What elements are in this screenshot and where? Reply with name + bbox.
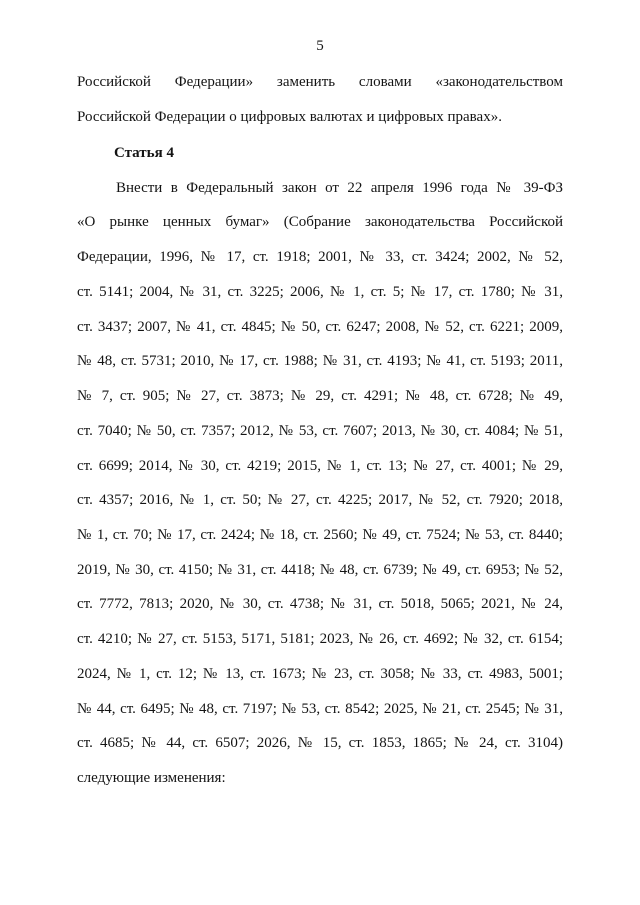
text-line: 2019, № 30, ст. 4150; № 31, ст. 4418; № 48, ст. 6739; № 49, ст. 6953; № 52, [77, 562, 563, 578]
text-line: 2024, № 1, ст. 12; № 13, ст. 1673; № 23, ст. 3058; № 33, ст. 4983, 5001; [77, 666, 563, 682]
text-line: № 7, ст. 905; № 27, ст. 3873; № 29, ст. 4291; № 48, ст. 6728; № 49, [77, 388, 563, 404]
page-number: 5 [316, 38, 324, 54]
text-line: № 44, ст. 6495; № 48, ст. 7197; № 53, ст. 8542; 2025, № 21, ст. 2545; № 31, [77, 701, 563, 717]
text-line: ст. 6699; 2014, № 30, ст. 4219; 2015, № 1, ст. 13; № 27, ст. 4001; № 29, [77, 458, 563, 474]
text-line: Российской Федерации о цифровых валютах и цифровых правах». [77, 109, 502, 125]
article-heading: Статья 4 [114, 145, 174, 161]
text-line: ст. 5141; 2004, № 31, ст. 3225; 2006, № 1, ст. 5; № 17, ст. 1780; № 31, [77, 284, 563, 300]
text-line: ст. 4685; № 44, ст. 6507; 2026, № 15, ст. 1853, 1865; № 24, ст. 3104) [77, 735, 563, 751]
text-line: Федерации, 1996, № 17, ст. 1918; 2001, № 33, ст. 3424; 2002, № 52, [77, 249, 563, 265]
text-line: ст. 4357; 2016, № 1, ст. 50; № 27, ст. 4225; 2017, № 52, ст. 7920; 2018, [77, 492, 563, 508]
text-line: № 48, ст. 5731; 2010, № 17, ст. 1988; № 31, ст. 4193; № 41, ст. 5193; 2011, [77, 353, 563, 369]
text-line: ст. 7040; № 50, ст. 7357; 2012, № 53, ст. 7607; 2013, № 30, ст. 4084; № 51, [77, 423, 563, 439]
text-line: ст. 7772, 7813; 2020, № 30, ст. 4738; № 31, ст. 5018, 5065; 2021, № 24, [77, 596, 563, 612]
text-line: Внести в Федеральный закон от 22 апреля 1996 года № 39-ФЗ [116, 180, 563, 196]
text-line: № 1, ст. 70; № 17, ст. 2424; № 18, ст. 2560; № 49, ст. 7524; № 53, ст. 8440; [77, 527, 563, 543]
text-line: следующие изменения: [77, 770, 226, 786]
text-line: ст. 3437; 2007, № 41, ст. 4845; № 50, ст. 6247; 2008, № 52, ст. 6221; 2009, [77, 319, 563, 335]
text-line: «О рынке ценных бумаг» (Собрание законодательства Российской [77, 214, 563, 230]
text-line: Российской Федерации» заменить словами «законодательством [77, 74, 563, 90]
text-line: ст. 4210; № 27, ст. 5153, 5171, 5181; 2023, № 26, ст. 4692; № 32, ст. 6154; [77, 631, 563, 647]
